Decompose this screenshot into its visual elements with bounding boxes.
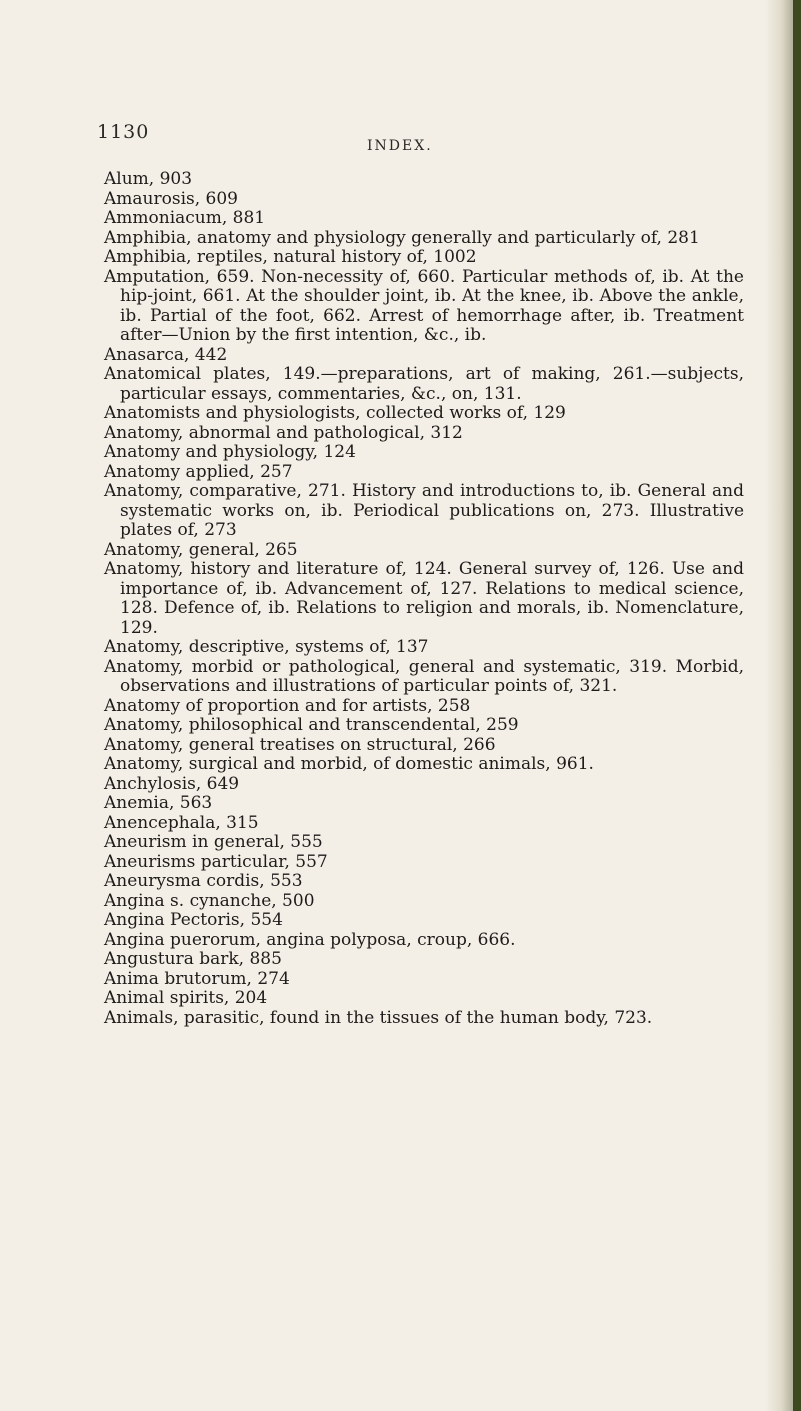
index-entry: Anatomy, philosophical and transcendental, 259 [104, 715, 519, 735]
index-entry: Animals, parasitic, found in the tissues of the human body, 723. [104, 1007, 653, 1028]
index-entry: Anatomy, morbid or pathological, general and systematic, 319. Morbid, observations and illustrations of particular points of, 321. [104, 656, 744, 696]
index-entry: Amphibia, anatomy and physiology generally and particularly of, 281 [104, 227, 700, 248]
index-entry: Aneurisms particular, 557 [104, 851, 328, 872]
index-entry: Amputation, 659. Non-necessity of, 660. Particular methods of, ib. At the hip-joint, 661. At the shoulder joint, ib. At the knee, ib. Above the ankle, ib. Partial of the foot, 662. Arrest of hemorrhage after, ib. Treatment after—Union by the first intention, &c., ib. [104, 266, 744, 345]
index-entry: Angina puerorum, angina polyposa, croup, 666. [104, 929, 516, 950]
index-entry: Anatomy of proportion and for artists, 258 [104, 695, 471, 716]
running-head: INDEX. [367, 138, 433, 154]
index-entry: Anemia, 563 [104, 793, 213, 813]
index-entry: Anatomical plates, 149.—preparations, art of making, 261.—subjects, particular essays, commentaries, &c., on, 131. [104, 364, 744, 404]
index-entry-list [104, 170, 744, 1028]
index-entry: Anasarca, 442 [104, 344, 228, 365]
index-entry: Anencephala, 315 [104, 812, 259, 833]
index-entry: Anatomy, general, 265 [104, 539, 298, 560]
page-number: 1130 [97, 121, 150, 143]
book-spine-edge [793, 0, 801, 1411]
index-entry: Anatomy, descriptive, systems of, 137 [104, 637, 429, 657]
index-entry: Angina s. cynanche, 500 [104, 890, 315, 911]
index-entry: Anatomy, surgical and morbid, of domestic animals, 961. [104, 754, 594, 774]
index-entry: Angina Pectoris, 554 [104, 910, 283, 930]
index-entry: Anatomy applied, 257 [104, 461, 293, 482]
index-entry: Amaurosis, 609 [104, 188, 238, 209]
index-entry: Anatomy and physiology, 124 [104, 442, 356, 462]
index-entry: Anatomy, abnormal and pathological, 312 [104, 422, 463, 443]
index-entry: Anatomy, comparative, 271. History and introductions to, ib. General and systematic works on, ib. Periodical publications on, 273. Illustrative plates of, 273 [104, 481, 744, 540]
index-entry: Anchylosis, 649 [104, 773, 240, 794]
index-entry: Anatomy, general treatises on structural, 266 [104, 734, 496, 755]
index-entry: Alum, 903 [104, 169, 193, 189]
index-entry: Anatomy, history and literature of, 124. General survey of, 126. Use and importance of, ib. Advancement of, 127. Relations to medical science, 128. Defence of, ib. Relations to religion and morals, ib. Nomenclature, 129. [104, 559, 744, 638]
index-entry: Ammoniacum, 881 [104, 208, 266, 228]
index-entry: Angustura bark, 885 [104, 949, 282, 969]
index-entry: Anima brutorum, 274 [104, 968, 290, 989]
index-entry: Anatomists and physiologists, collected works of, 129 [104, 403, 566, 423]
index-entry: Aneurysma cordis, 553 [104, 871, 303, 891]
index-entry: Animal spirits, 204 [104, 988, 268, 1008]
index-entry: Amphibia, reptiles, natural history of, 1002 [104, 247, 477, 267]
index-entry: Aneurism in general, 555 [104, 832, 323, 852]
